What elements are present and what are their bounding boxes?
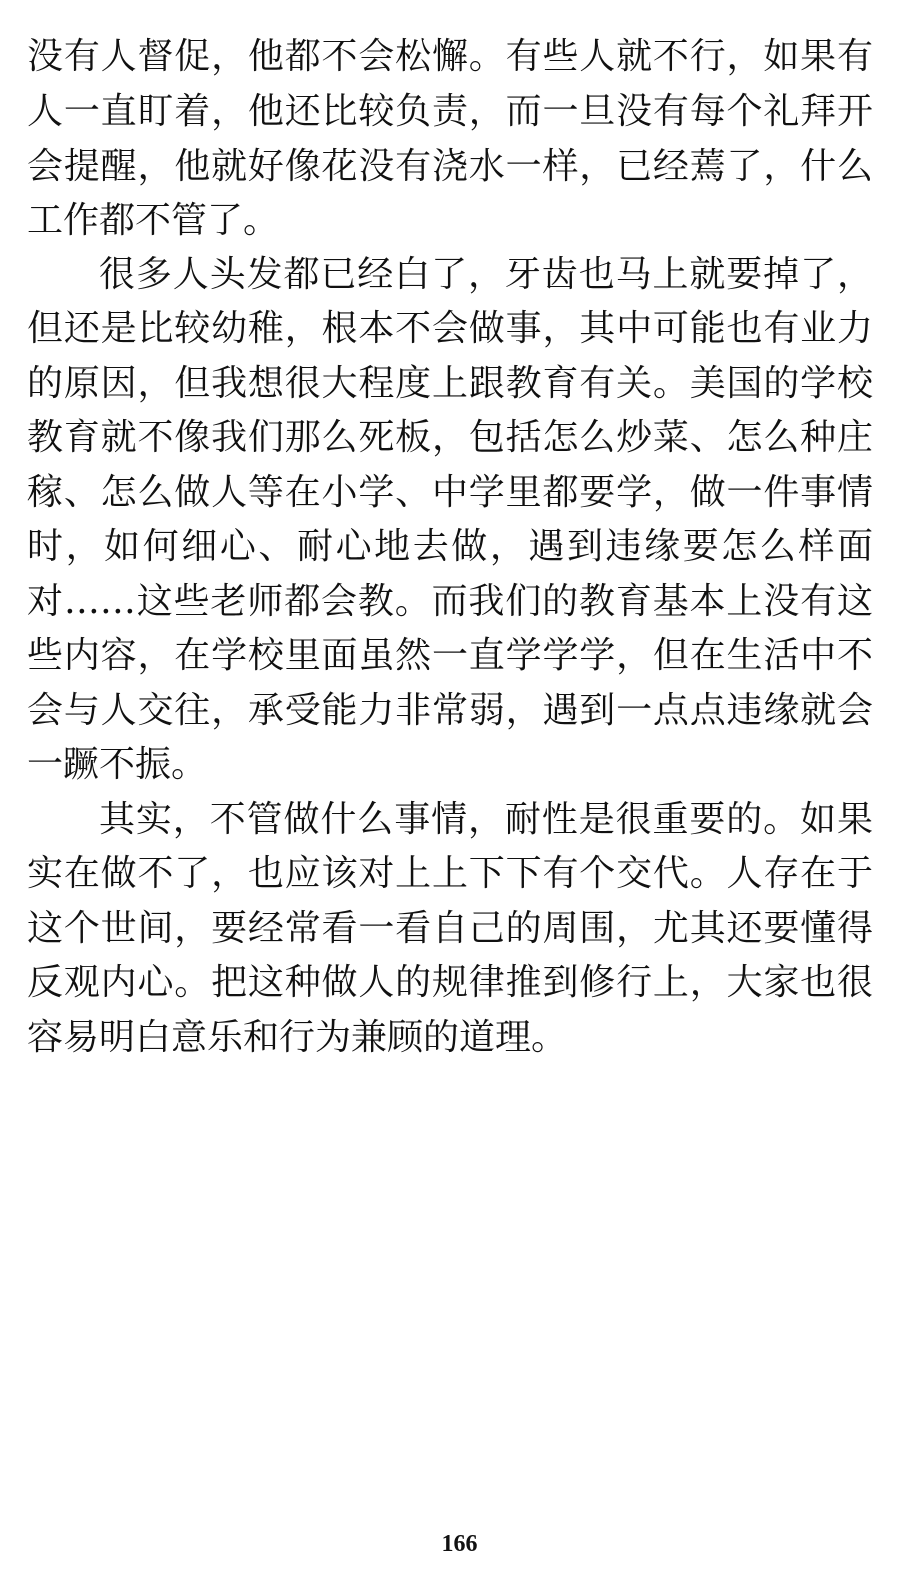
paragraph-2-line-10: 一蹶不振。 xyxy=(27,744,208,785)
paragraph-2-line-1: 很多人头发都已经白了，牙齿也马上就要掉了， xyxy=(99,254,873,295)
paragraph-3-line-2: 实在做不了，也应该对上上下下有个交代。人存在于 xyxy=(27,853,873,894)
paragraph-2-line-7: 对……这些老师都会教。而我们的教育基本上没有这 xyxy=(27,581,873,622)
paragraph-3-line-4: 反观内心。把这种做人的规律推到修行上，大家也很 xyxy=(27,962,873,1003)
paragraph-2-line-5: 稼、怎么做人等在小学、中学里都要学，做一件事情 xyxy=(27,472,873,513)
paragraph-2-line-8: 些内容，在学校里面虽然一直学学学，但在生活中不 xyxy=(27,635,873,676)
paragraph-2-line-4: 教育就不像我们那么死板，包括怎么炒菜、怎么种庄 xyxy=(27,417,873,458)
paragraph-3-line-1: 其实，不管做什么事情，耐性是很重要的。如果 xyxy=(99,799,873,840)
paragraph-1-line-4: 工作都不管了。 xyxy=(27,200,280,241)
page-number: 166 xyxy=(441,1531,478,1557)
paragraph-1-line-1: 没有人督促，他都不会松懈。有些人就不行，如果有 xyxy=(27,36,873,77)
paragraph-1-line-3: 会提醒，他就好像花没有浇水一样，已经蔫了，什么 xyxy=(27,146,873,187)
paragraph-3-line-5: 容易明白意乐和行为兼顾的道理。 xyxy=(27,1017,568,1058)
paragraph-1-line-2: 人一直盯着，他还比较负责，而一旦没有每个礼拜开 xyxy=(27,91,873,132)
paragraph-2-line-9: 会与人交往，承受能力非常弱，遇到一点点违缘就会 xyxy=(27,690,873,731)
paragraph-2-line-6: 时，如何细心、耐心地去做，遇到违缘要怎么样面 xyxy=(27,526,873,567)
paragraph-2-line-2: 但还是比较幼稚，根本不会做事，其中可能也有业力 xyxy=(27,308,873,349)
paragraph-2-line-3: 的原因，但我想很大程度上跟教育有关。美国的学校 xyxy=(27,363,873,404)
paragraph-3-line-3: 这个世间，要经常看一看自己的周围，尤其还要懂得 xyxy=(27,908,873,949)
